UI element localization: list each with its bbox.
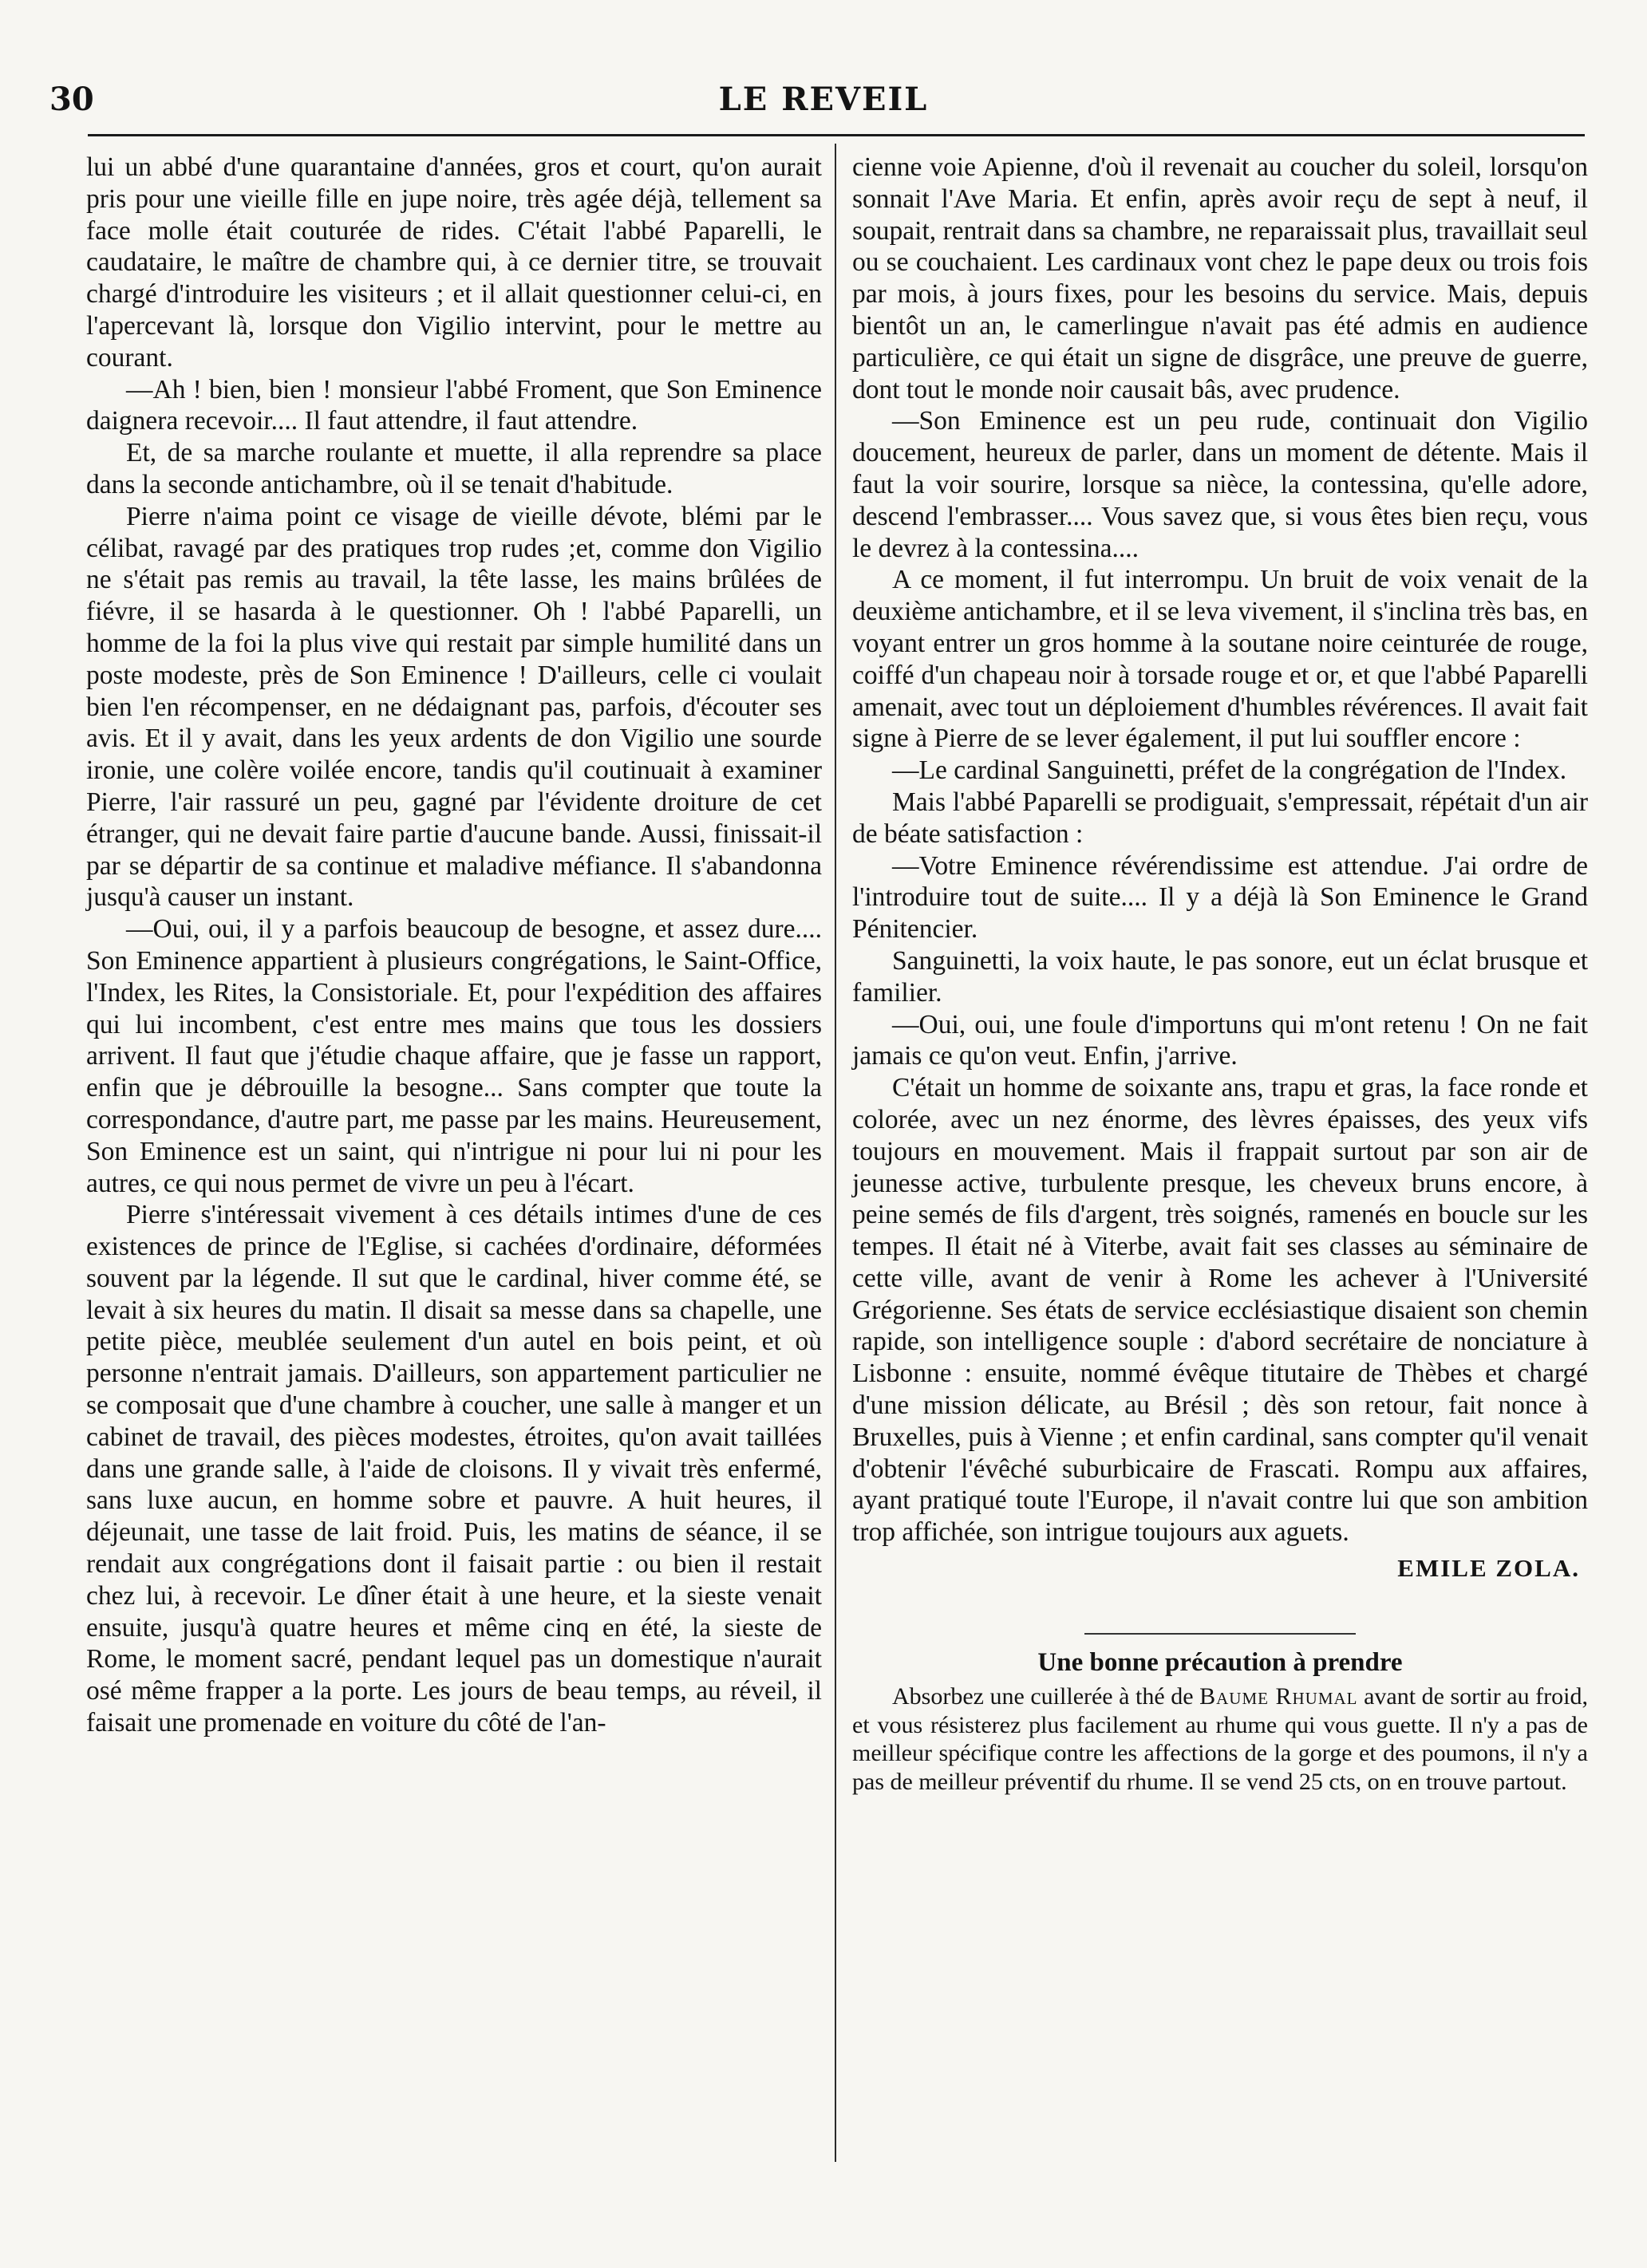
advertisement-rule [1084, 1633, 1356, 1635]
paragraph: Pierre n'aima point ce visage de vieille dévote, blémi par le célibat, ravagé par des pratiques trop rudes ;et, comme don Vigilio ne s'était pas remis au travail, la tête lasse, les mains brûlées de fiévre, il se hasarda à le questionner. Oh ! l'abbé Paparelli, un homme de la foi la plus vive qui restait par simple humilité dans un poste modeste, près de Son Eminence ! D'ailleurs, celle ci voulait bien l'en récompenser, en ne dédaignant pas, parfois, d'écouter ses avis. Et il y avait, dans les yeux ardents de don Vigilio une sourde ironie, une colère voilée encore, tandis qu'il coutinuait à examiner Pierre, l'air rassuré un peu, gagné par l'évidente droiture de cet étranger, qui ne devait faire partie d'aucune bande. Aussi, finissait-il par se départir de sa continue et maladive méfiance. Il s'abandonna jusqu'à causer un instant. [86, 501, 822, 913]
advertisement-rest: avant de sortir au froid, et vous résisterez plus facilement au rhume qui vous guette. Il n'y a pas de meilleur spécifique contre les affections de la gorge et des poumons, il n'y a pas de meilleur préventif du rhume. Il se vend 25 cts, on en trouve partout. [852, 1683, 1588, 1795]
advertisement-intro: Absorbez une cuillerée à thé de [892, 1683, 1200, 1710]
page-number: 30 [49, 81, 94, 118]
column-divider [835, 144, 836, 2162]
paragraph: —Oui, oui, il y a parfois beaucoup de besogne, et assez dure.... Son Eminence appartient à plusieurs congrégations, le Saint-Office, l'Index, les Rites, la Consistoriale. Et, pour l'expédition des affaires qui lui incombent, c'est entre mes mains que tous les dossiers arrivent. Il faut que j'étudie chaque affaire, que je fasse un rapport, enfin que je débrouille la besogne... Sans compter que toute la correspondance, d'autre part, me passe par les mains. Heureusement, Son Eminence est un saint, qui n'intrigue ni pour lui ni pour les autres, ce qui nous permet de vivre un peu à l'écart. [86, 914, 822, 1198]
header-rule [88, 134, 1585, 136]
paragraph: —Ah ! bien, bien ! monsieur l'abbé Froment, que Son Eminence daignera recevoir.... Il faut attendre, il faut attendre. [86, 374, 822, 436]
paragraph: Et, de sa marche roulante et muette, il alla reprendre sa place dans la seconde antichambre, où il se tenait d'habitude. [86, 438, 822, 499]
paragraph: Mais l'abbé Paparelli se prodiguait, s'empressait, répétait d'un air de béate satisfaction : [852, 787, 1588, 849]
paragraph: Sanguinetti, la voix haute, le pas sonore, eut un éclat brusque et familier. [852, 945, 1588, 1008]
paragraph: —Son Eminence est un peu rude, continuait don Vigilio doucement, heureux de parler, dans un moment de détente. Mais il faut la voir sourire, lorsque sa nièce, la contessina, qu'elle adore, descend l'embrasser.... Vous savez que, si vous êtes bien reçu, vous le devrez à la contessina.... [852, 406, 1588, 563]
paragraph: Pierre s'intéressait vivement à ces détails intimes d'une de ces existences de prince de l'Eglise, si cachées d'ordinaire, déformées souvent par la légende. Il sut que le cardinal, hiver comme été, se levait à six heures du matin. Il disait sa messe dans sa chapelle, une petite pièce, meublée seulement d'un autel en bois peint, et où personne n'entrait jamais. D'ailleurs, son appartement particulier ne se composait que d'une chambre à coucher, une salle à manger et un cabinet de travail, des pièces modestes, étroites, qu'on avait taillées dans une grande salle, à l'aide de cloisons. Il y vivait très enfermé, sans luxe aucun, en homme sobre et pauvre. A huit heures, il déjeunait, une tasse de lait froid. Puis, les matins de séance, il se rendait aux congrégations dont il faisait partie : ou bien il restait chez lui, à recevoir. Le dîner était à une heure, et la sieste venait ensuite, jusqu'à quatre heures et même cinq en été, la sieste de Rome, le moment sacré, pendant lequel pas un domestique n'aurait osé même frapper a la porte. Les jours de beau temps, au réveil, il faisait une promenade en voiture du côté de l'an- [86, 1200, 822, 1738]
left-column [86, 152, 822, 1739]
paragraph: —Le cardinal Sanguinetti, préfet de la congrégation de l'Index. [892, 755, 1567, 786]
product-name: Baume Rhumal [1199, 1683, 1358, 1710]
paragraph: lui un abbé d'une quarantaine d'années, gros et court, qu'on aurait pris pour une vieille fille en jupe noire, très agée déjà, tellement sa face molle était couturée de rides. C'était l'abbé Paparelli, le caudataire, le maître de chambre qui, à ce dernier titre, se trouvait chargé d'introduire les visiteurs ; et il allait questionner celui-ci, en l'apercevant là, lorsque don Vigilio intervint, pour le mettre au courant. [86, 152, 822, 373]
author-signature: EMILE ZOLA. [1397, 1554, 1580, 1583]
running-title: LE REVEIL [718, 81, 929, 118]
paragraph: C'était un homme de soixante ans, trapu et gras, la face ronde et colorée, avec un nez énorme, des lèvres épaisses, des yeux vifs toujours en mouvement. Mais il frappait surtout par son air de jeunesse active, turbulente presque, les cheveux bruns encore, à peine semés de fils d'argent, très soignés, ramenés en boucle sur les tempes. Il était né à Viterbe, avait fait ses classes au séminaire de cette ville, avant de venir à Rome les achever à l'Université Grégorienne. Ses états de service ecclésiastique disaient son chemin rapide, son intelligence souple : d'abord secrétaire de nonciature à Lisbonne : ensuite, nommé évêque titutaire de Thèbes et chargé d'une mission délicate, au Brésil ; dès son retour, fait nonce à Bruxelles, puis à Vienne ; et enfin cardinal, sans compter qu'il venait d'obtenir l'évêché suburbicaire de Frascati. Rompu aux affaires, ayant pratiqué toute l'Europe, il n'avait contre lui que son ambition trop affichée, son intrigue toujours aux aguets. [852, 1073, 1588, 1548]
advertisement-body [852, 1682, 1588, 1796]
paragraph: —Votre Eminence révérendissime est attendue. J'ai ordre de l'introduire tout de suite.... Il y a déjà là Son Eminence le Grand Pénitencier. [852, 850, 1588, 945]
paragraph: cienne voie Apienne, d'où il revenait au coucher du soleil, lorsqu'on sonnait l'Ave Maria. Et enfin, après avoir reçu de sept à neuf, il soupait, rentrait dans sa chambre, ne reparaissait plus, travaillait seul ou se couchaient. Les cardinaux vont chez le pape deux ou trois fois par mois, à jours fixes, pour les besoins du service. Mais, depuis bientôt un an, le camerlingue n'avait pas été admis en audience particulière, ce qui était un signe de disgrâce, une preuve de guerre, dont tout le monde noir causait bâs, avec prudence. [852, 152, 1588, 404]
advertisement-title: Une bonne précaution à prendre [1037, 1648, 1403, 1678]
right-column [852, 152, 1588, 1796]
paragraph: —Oui, oui, une foule d'importuns qui m'ont retenu ! On ne fait jamais ce qu'on veut. Enfin, j'arrive. [852, 1009, 1588, 1071]
paragraph: A ce moment, il fut interrompu. Un bruit de voix venait de la deuxième antichambre, et il se leva vivement, il s'inclina très bas, en voyant entrer un gros homme à la soutane noire ceinturée de rouge, coiffé d'un chapeau noir à torsade rouge et or, et que l'abbé Paparelli amenait, avec tout un déploiement d'humbles révérences. Il avait fait signe à Pierre de se lever également, il put lui souffler encore : [852, 565, 1588, 754]
